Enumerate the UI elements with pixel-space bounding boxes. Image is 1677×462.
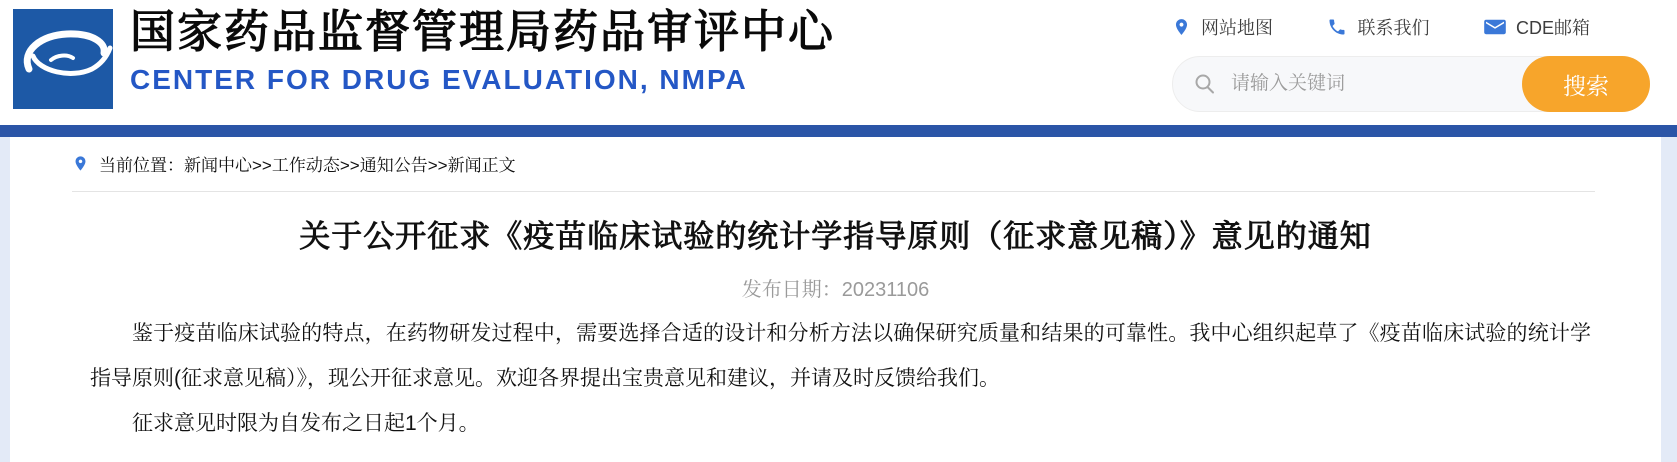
brand-block: [130, 6, 835, 96]
content-container: [10, 137, 1661, 462]
site-title-cn: 国家药品监督管理局药品审评中心: [130, 6, 836, 57]
cde-mail-link[interactable]: [1484, 14, 1590, 40]
article-paragraph: 征求意见时限为自发布之日起1个月。: [132, 412, 480, 435]
contact-us-link[interactable]: [1327, 14, 1429, 40]
header-right: [1172, 10, 1650, 112]
breadcrumb-divider: [72, 191, 1595, 192]
search-icon: [1193, 72, 1217, 96]
breadcrumb[interactable]: [10, 151, 1661, 176]
cde-logo-icon: [13, 9, 113, 109]
article-publish-date: 发布日期：20231106: [741, 279, 930, 301]
contact-us-link-label: 联系我们: [1357, 18, 1430, 38]
article-title: 关于公开征求《疫苗临床试验的统计学指导原则（征求意见稿）》意见的通知: [299, 219, 1372, 254]
quick-links: [1172, 10, 1650, 40]
search-button[interactable]: 搜索: [1522, 56, 1650, 112]
breadcrumb-label: 当前位置：新闻中心>>工作动态>>通知公告>>新闻正文: [99, 156, 516, 175]
search-bar: [1172, 56, 1650, 112]
sitemap-link-label: 网站地图: [1201, 18, 1273, 38]
page-background: [0, 137, 1677, 462]
sitemap-link[interactable]: [1172, 14, 1273, 40]
location-pin-icon: [72, 153, 89, 174]
site-title-en: CENTER FOR DRUG EVALUATION, NMPA: [130, 64, 748, 95]
mail-icon: [1484, 18, 1506, 36]
nav-bar: [0, 125, 1677, 137]
article-body: [10, 311, 1661, 446]
site-header: [0, 0, 1677, 125]
location-pin-icon: [1172, 16, 1191, 38]
phone-icon: [1327, 17, 1347, 37]
cde-mail-link-label: CDE邮箱: [1515, 18, 1590, 38]
article-paragraph: 鉴于疫苗临床试验的特点，在药物研发过程中，需要选择合适的设计和分析方法以确保研究质量和结果的可靠性。我中心组织起草了《疫苗临床试验的统计学指导原则(征求意见稿）》，现公开征求意见。欢迎各界提出宝贵意见和建议，并请及时反馈给我们。: [90, 322, 1591, 390]
